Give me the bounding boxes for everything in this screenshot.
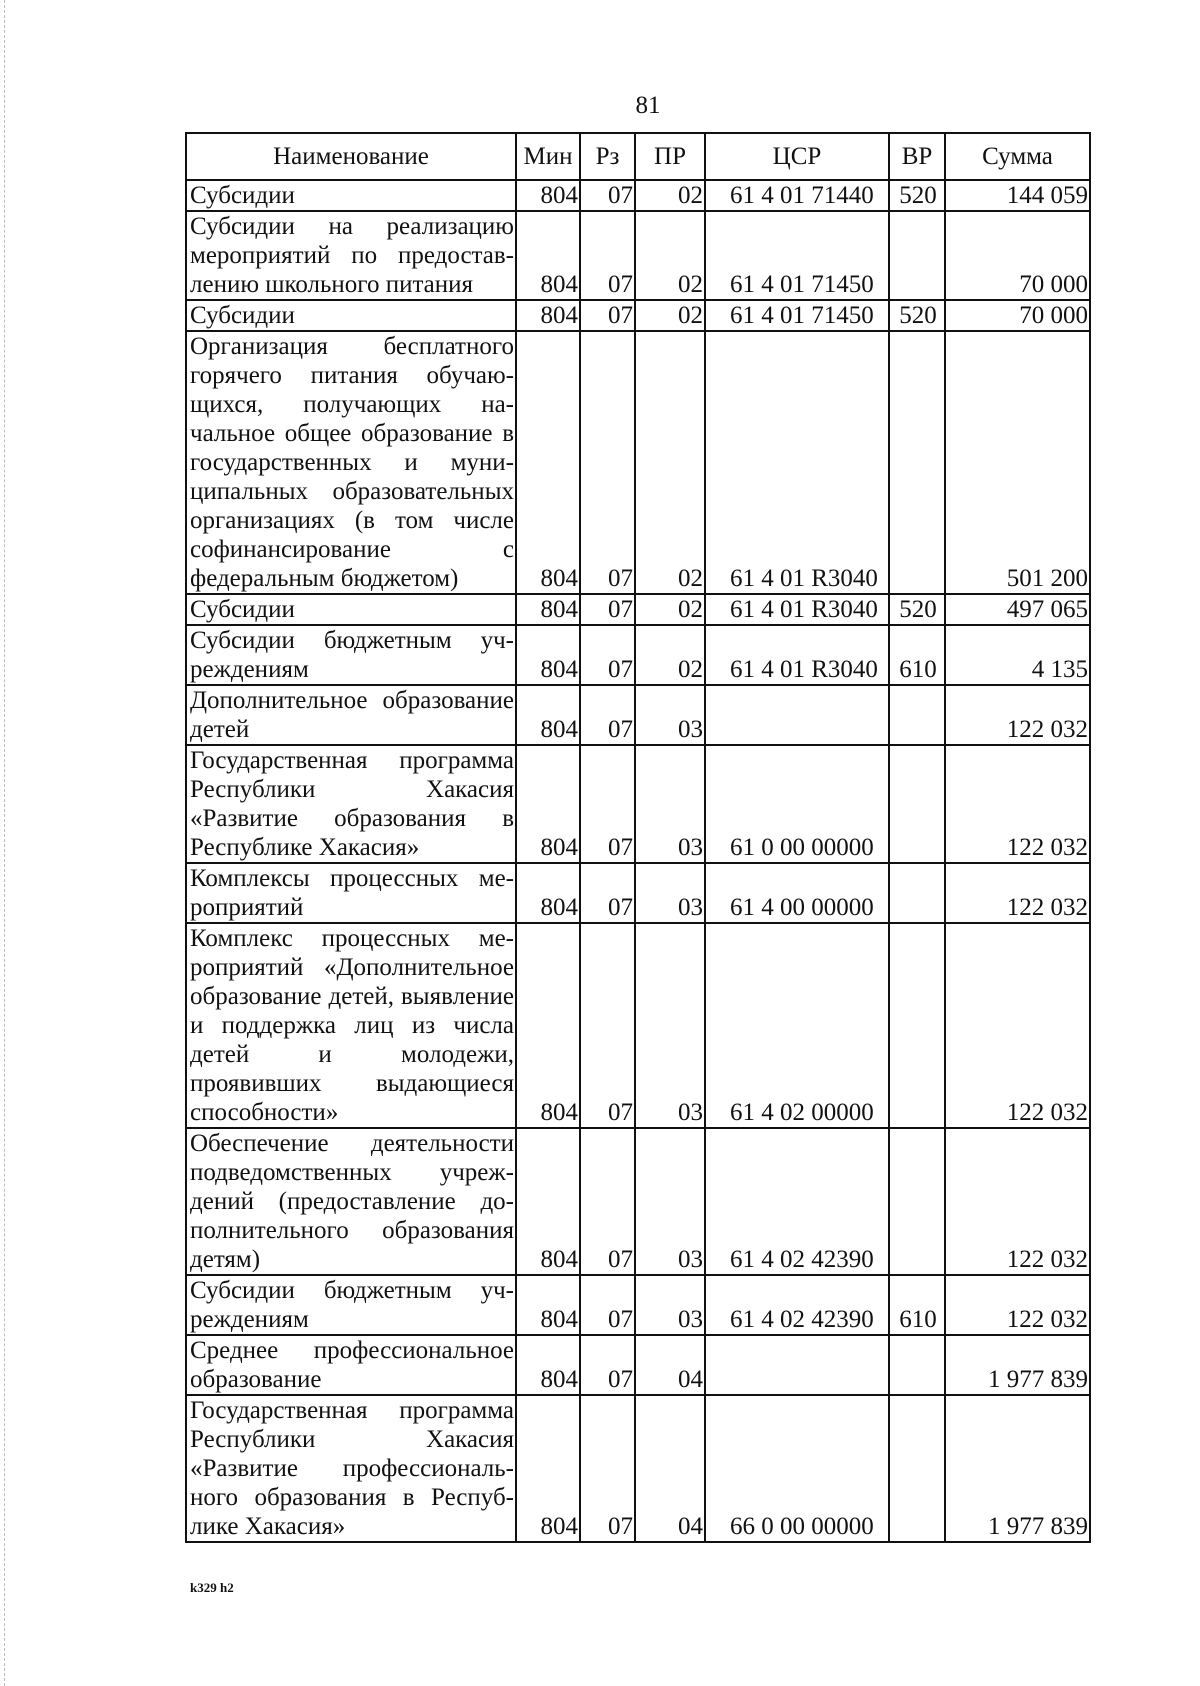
row-name: Организация бесплатного горячего питания обучающихся, получающих начальное общее образование в государственных и муниципальных образовательных организациях (в том числе софинансирование с федеральным бюджетом) [186, 331, 516, 594]
row-name: Субсидии на реализацию мероприятий по предоставлению школьного питания [186, 211, 516, 300]
table-row [186, 1335, 1090, 1395]
row-rz: 07 [580, 863, 635, 923]
header-csr: ЦСР [705, 133, 889, 180]
header-min: Мин [516, 133, 580, 180]
row-csr: 61 4 01 R3040 [705, 331, 889, 594]
row-name: Субсидии [186, 300, 516, 331]
row-name: Субсидии бюджетным учреждениям [186, 625, 516, 685]
row-pr: 03 [635, 863, 705, 923]
row-rz: 07 [580, 625, 635, 685]
row-vr [889, 863, 945, 923]
row-csr [705, 685, 889, 745]
row-rz: 07 [580, 685, 635, 745]
table-row [186, 331, 1090, 594]
table-row [186, 685, 1090, 745]
row-name: Государственная программа Республики Хакасия «Развитие профессионального образования в Республике Хакасия» [186, 1395, 516, 1542]
row-csr: 61 4 01 71440 [705, 180, 889, 211]
row-pr: 02 [635, 180, 705, 211]
row-vr [889, 211, 945, 300]
header-pr: ПР [635, 133, 705, 180]
row-sum: 122 032 [945, 685, 1090, 745]
row-rz: 07 [580, 300, 635, 331]
row-name: Комплекс процессных мероприятий «Дополнительное образование детей, выявление и поддержка лиц из числа детей и молодежи, проявивших выдающиеся способности» [186, 923, 516, 1128]
header-rz: Рз [580, 133, 635, 180]
row-min: 804 [516, 685, 580, 745]
row-pr: 04 [635, 1335, 705, 1395]
row-min: 804 [516, 923, 580, 1128]
scan-edge-line [4, 0, 5, 1686]
row-min: 804 [516, 594, 580, 625]
table-row [186, 300, 1090, 331]
row-min: 804 [516, 331, 580, 594]
header-vr: ВР [889, 133, 945, 180]
table-row [186, 923, 1090, 1128]
row-rz: 07 [580, 1335, 635, 1395]
row-vr: 610 [889, 1275, 945, 1335]
row-name: Государственная программа Республики Хакасия «Развитие образования в Республике Хакасия» [186, 745, 516, 863]
row-csr: 61 4 02 00000 [705, 923, 889, 1128]
row-csr: 61 4 02 42390 [705, 1275, 889, 1335]
row-pr: 02 [635, 331, 705, 594]
row-csr [705, 1335, 889, 1395]
row-pr: 03 [635, 1128, 705, 1275]
header-name: Наименование [186, 133, 516, 180]
row-csr: 61 4 01 71450 [705, 300, 889, 331]
row-min: 804 [516, 180, 580, 211]
table-row [186, 594, 1090, 625]
row-vr [889, 685, 945, 745]
row-pr: 02 [635, 300, 705, 331]
table-row [186, 625, 1090, 685]
row-csr: 61 4 01 R3040 [705, 594, 889, 625]
row-sum: 122 032 [945, 863, 1090, 923]
row-pr: 04 [635, 1395, 705, 1542]
row-vr: 520 [889, 300, 945, 331]
row-vr: 610 [889, 625, 945, 685]
table-row [186, 745, 1090, 863]
row-name: Дополнительное образование детей [186, 685, 516, 745]
row-sum: 1 977 839 [945, 1335, 1090, 1395]
row-sum: 122 032 [945, 1128, 1090, 1275]
row-vr [889, 1335, 945, 1395]
row-rz: 07 [580, 745, 635, 863]
row-vr [889, 1128, 945, 1275]
row-vr [889, 745, 945, 863]
row-rz: 07 [580, 1128, 635, 1275]
row-csr: 61 4 01 71450 [705, 211, 889, 300]
row-min: 804 [516, 1128, 580, 1275]
table-row [186, 180, 1090, 211]
row-rz: 07 [580, 180, 635, 211]
table-row [186, 1128, 1090, 1275]
row-sum: 122 032 [945, 745, 1090, 863]
row-vr: 520 [889, 180, 945, 211]
row-rz: 07 [580, 923, 635, 1128]
row-rz: 07 [580, 594, 635, 625]
row-sum: 1 977 839 [945, 1395, 1090, 1542]
table-row [186, 863, 1090, 923]
row-name: Субсидии [186, 180, 516, 211]
row-pr: 03 [635, 923, 705, 1128]
row-sum: 497 065 [945, 594, 1090, 625]
row-vr [889, 923, 945, 1128]
row-rz: 07 [580, 1395, 635, 1542]
table-header-row [186, 133, 1090, 180]
budget-table [185, 132, 1091, 1543]
row-name: Субсидии бюджетным учреждениям [186, 1275, 516, 1335]
row-sum: 501 200 [945, 331, 1090, 594]
row-name: Обеспечение деятельности подведомственных учреждений (предоставление дополнительного образования детям) [186, 1128, 516, 1275]
row-pr: 02 [635, 211, 705, 300]
row-min: 804 [516, 300, 580, 331]
row-min: 804 [516, 1275, 580, 1335]
row-min: 804 [516, 1335, 580, 1395]
row-csr: 61 4 02 42390 [705, 1128, 889, 1275]
row-name: Среднее профессиональное образование [186, 1335, 516, 1395]
row-sum: 4 135 [945, 625, 1090, 685]
header-sum: Сумма [945, 133, 1090, 180]
table-row [186, 1275, 1090, 1335]
row-min: 804 [516, 863, 580, 923]
row-csr: 61 0 00 00000 [705, 745, 889, 863]
row-min: 804 [516, 1395, 580, 1542]
page-number: 81 [635, 92, 661, 119]
row-rz: 07 [580, 1275, 635, 1335]
row-name: Субсидии [186, 594, 516, 625]
row-sum: 70 000 [945, 300, 1090, 331]
row-csr: 61 4 01 R3040 [705, 625, 889, 685]
row-pr: 02 [635, 625, 705, 685]
row-vr [889, 1395, 945, 1542]
row-min: 804 [516, 211, 580, 300]
row-csr: 61 4 00 00000 [705, 863, 889, 923]
table-row [186, 211, 1090, 300]
row-pr: 02 [635, 594, 705, 625]
row-name: Комплексы процессных мероприятий [186, 863, 516, 923]
row-sum: 122 032 [945, 923, 1090, 1128]
row-sum: 144 059 [945, 180, 1090, 211]
row-sum: 70 000 [945, 211, 1090, 300]
row-min: 804 [516, 745, 580, 863]
row-sum: 122 032 [945, 1275, 1090, 1335]
document-footer-code: k329 h2 [190, 1580, 234, 1595]
row-pr: 03 [635, 685, 705, 745]
row-vr: 520 [889, 594, 945, 625]
row-rz: 07 [580, 211, 635, 300]
row-pr: 03 [635, 1275, 705, 1335]
row-rz: 07 [580, 331, 635, 594]
row-pr: 03 [635, 745, 705, 863]
row-vr [889, 331, 945, 594]
row-min: 804 [516, 625, 580, 685]
row-csr: 66 0 00 00000 [705, 1395, 889, 1542]
table-row [186, 1395, 1090, 1542]
